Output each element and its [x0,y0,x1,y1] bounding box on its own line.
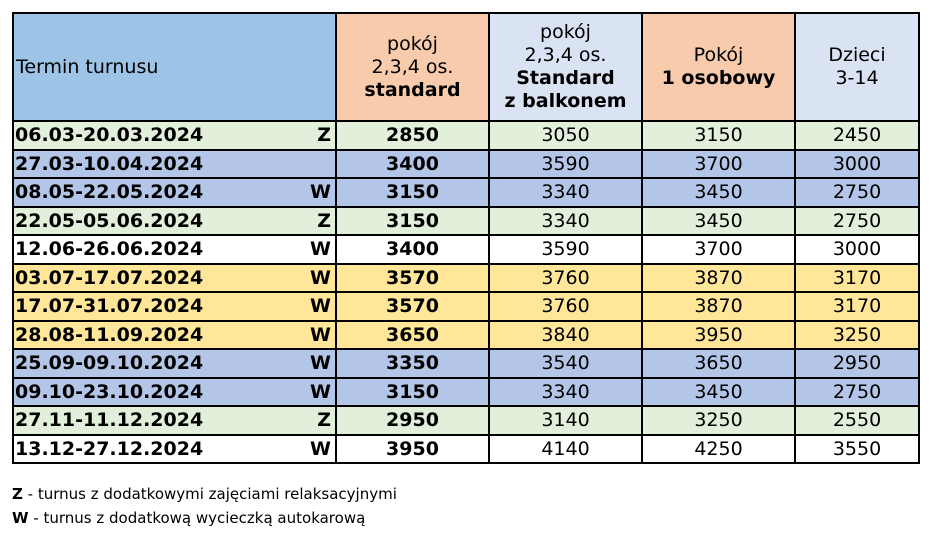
term-cell [13,264,336,293]
table-row [13,178,919,207]
price-single: 3150 [642,121,795,150]
price-standard: 3150 [336,207,489,236]
price-balcony: 3340 [489,378,642,407]
term-flag: Z [317,209,331,232]
header-balcony-line2: 2,3,4 os. [524,44,607,66]
header-balcony [489,13,642,121]
term-dates: 09.10-23.10.2024 [15,380,204,403]
price-balcony: 3050 [489,121,642,150]
price-children: 3170 [795,264,919,293]
price-children: 2950 [795,349,919,378]
term-cell [13,378,336,407]
term-dates: 17.07-31.07.2024 [15,295,204,318]
price-balcony: 3590 [489,235,642,264]
header-children-line2: 3-14 [835,67,879,89]
term-cell [13,292,336,321]
price-standard: 3150 [336,378,489,407]
price-standard: 3650 [336,321,489,350]
header-standard-line2: 2,3,4 os. [371,55,454,78]
price-balcony: 3540 [489,349,642,378]
table-row [13,435,919,464]
price-children: 3550 [795,435,919,464]
header-balcony-line1: pokój [540,21,591,43]
term-cell [13,150,336,179]
term-flag: W [310,181,331,204]
header-row [13,13,919,121]
table-row [13,406,919,435]
term-cell [13,178,336,207]
term-dates: 27.03-10.04.2024 [15,152,204,175]
term-dates: 25.09-09.10.2024 [15,352,204,375]
price-single: 3450 [642,207,795,236]
header-standard-line1: pokój [387,32,438,55]
term-cell-inner [14,352,335,374]
table-row [13,207,919,236]
legend-z-text: - turnus z dodatkowymi zajęciami relaksacyjnymi [22,485,397,503]
price-single: 3700 [642,235,795,264]
term-cell-inner [14,438,335,460]
legend-z-key: Z [12,485,23,503]
term-cell [13,349,336,378]
term-dates: 03.07-17.07.2024 [15,266,204,289]
price-standard: 3400 [336,235,489,264]
term-cell-inner [14,210,335,232]
term-cell [13,235,336,264]
header-children [795,13,919,121]
header-standard [336,13,489,121]
price-children: 2550 [795,406,919,435]
term-cell-inner [14,124,335,146]
price-standard: 3950 [336,435,489,464]
term-flag: Z [317,409,331,432]
table-row [13,150,919,179]
term-dates: 08.05-22.05.2024 [15,181,204,204]
term-cell-inner [14,295,335,317]
header-term [13,13,336,121]
price-single: 3450 [642,178,795,207]
price-balcony: 3590 [489,150,642,179]
term-flag: Z [317,124,331,147]
term-cell-inner [14,181,335,203]
price-children: 2750 [795,207,919,236]
term-flag: W [310,323,331,346]
term-cell-inner [14,409,335,431]
table-row [13,378,919,407]
table-row [13,321,919,350]
header-balcony-line3: Standard [516,67,615,89]
term-flag: W [310,266,331,289]
price-single: 3870 [642,292,795,321]
term-dates: 13.12-27.12.2024 [15,437,204,460]
price-single: 3450 [642,378,795,407]
term-cell [13,321,336,350]
legend-w-key: W [12,509,29,527]
table-body [13,121,919,463]
price-balcony: 3140 [489,406,642,435]
header-single [642,13,795,121]
term-dates: 12.06-26.06.2024 [15,238,204,261]
price-children: 3000 [795,235,919,264]
price-standard: 3350 [336,349,489,378]
table-row [13,235,919,264]
price-children: 3170 [795,292,919,321]
legend-w-text: - turnus z dodatkową wycieczką autokarową [28,509,366,527]
price-balcony: 3760 [489,292,642,321]
price-single: 3870 [642,264,795,293]
term-dates: 28.08-11.09.2024 [15,323,204,346]
term-cell-inner [14,267,335,289]
term-cell-inner [14,381,335,403]
price-standard: 2950 [336,406,489,435]
price-single: 4250 [642,435,795,464]
table-row [13,349,919,378]
price-standard: 2850 [336,121,489,150]
price-children: 2450 [795,121,919,150]
header-standard-line3: standard [364,78,461,101]
table-row [13,121,919,150]
price-single: 3250 [642,406,795,435]
price-balcony: 4140 [489,435,642,464]
legend-z [12,485,397,503]
term-dates: 22.05-05.06.2024 [15,209,204,232]
table-row [13,264,919,293]
term-cell-inner [14,153,335,175]
term-dates: 06.03-20.03.2024 [15,124,204,147]
price-balcony: 3840 [489,321,642,350]
term-cell [13,406,336,435]
term-cell [13,121,336,150]
price-single: 3650 [642,349,795,378]
header-term-label: Termin turnusu [16,55,159,78]
price-balcony: 3340 [489,207,642,236]
price-standard: 3570 [336,292,489,321]
term-dates: 27.11-11.12.2024 [15,409,204,432]
price-balcony: 3340 [489,178,642,207]
header-balcony-line4: z balkonem [504,90,627,112]
price-balcony: 3760 [489,264,642,293]
term-cell-inner [14,238,335,260]
term-cell [13,435,336,464]
price-children: 2750 [795,378,919,407]
legend-w [12,509,365,527]
header-single-line1: Pokój [693,44,744,66]
term-flag: W [310,238,331,261]
price-single: 3700 [642,150,795,179]
term-cell [13,207,336,236]
price-standard: 3150 [336,178,489,207]
term-cell-inner [14,324,335,346]
term-flag: W [310,380,331,403]
price-table [12,12,920,464]
header-children-line1: Dzieci [828,44,886,66]
price-standard: 3570 [336,264,489,293]
price-children: 2750 [795,178,919,207]
price-standard: 3400 [336,150,489,179]
term-flag: W [310,295,331,318]
term-flag: W [310,352,331,375]
header-single-line2: 1 osobowy [661,67,776,89]
price-single: 3950 [642,321,795,350]
term-flag: W [310,437,331,460]
price-children: 3250 [795,321,919,350]
table-row [13,292,919,321]
price-children: 3000 [795,150,919,179]
